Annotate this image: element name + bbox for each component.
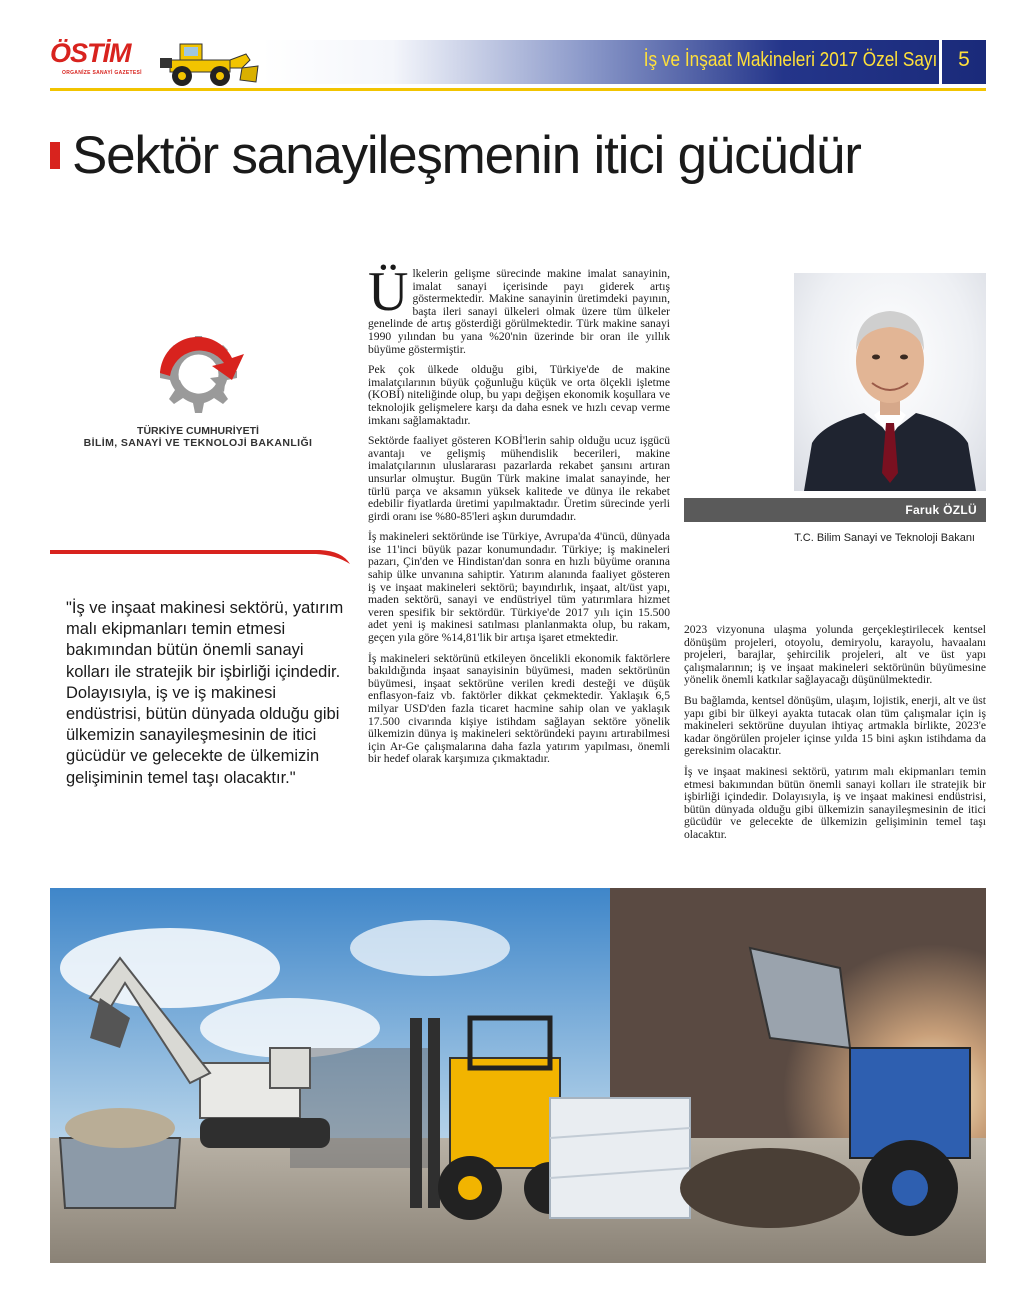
headline: Sektör sanayileşmenin itici gücüdür: [72, 126, 861, 185]
paragraph-1-text: lkelerin gelişme sürecinde makine imalat sanayinin, imalat sanayi içerisinde payı giderek artış göstermektedir. Makine sanayinin üretimdeki payının, başta ileri sanayi ülkeleri olmak üzere tüm ülkeler genelinde de artış gösterdiği görülmektedir. Türk makine sanayi 1990 yılından bu yana %20'nin üzerinde bir oran ile yıllık büyüme göstermiştir.: [368, 267, 670, 356]
ministry-line2: BİLİM, SANAYİ VE TEKNOLOJİ BAKANLIĞI: [83, 437, 313, 449]
minister-portrait: [794, 273, 986, 491]
portrait-name: Faruk ÖZLÜ: [905, 503, 977, 517]
machinery-collage: [50, 888, 986, 1263]
drop-cap: Ü: [368, 261, 409, 323]
paragraph-2: Pek çok ülkede olduğu gibi, Türkiye'de de makine imalatçılarının büyük çoğunluğu küçük ve orta ölçekli işletme (KOBİ) niteliğinde olup, bu yapı değişen ekonomik koşullara ve teknolojik gelişmelere karşı da daha esnek ve hızlı cevap verme imkanı sağlamaktadır.: [368, 363, 670, 427]
paragraph-8: İş ve inşaat makinesi sektörü, yatırım malı ekipmanları temin etmesi bakımından bütün önemli sanayi kolları ile stratejik bir işbirliği içindedir. Dolayısıyla, iş ve inşaat makinesi endüstrisi, bütün dünyada olduğu gibi ülkemizin sanayileşmesinin de itici gücüdür ve gelecekte de ülkemizin gelişiminin temel taşı olacaktır.: [684, 764, 986, 841]
ministry-name: [72, 425, 324, 449]
ostim-logo: [50, 38, 145, 84]
portrait-title: T.C. Bilim Sanayi ve Teknoloji Bakanı: [794, 532, 975, 544]
machinery-photo: [50, 888, 986, 1263]
quote-rule: [50, 548, 350, 566]
ministry-line1: TÜRKİYE CUMHURİYETİ: [137, 425, 259, 437]
logo-wordmark: ÖSTİM: [50, 38, 131, 68]
paragraph-6: 2023 vizyonuna ulaşma yolunda gerçekleştirilecek kentsel dönüşüm projeleri, otoyolu, demiryolu, karayolu, havaalanı projeleri, barajlar, şehircilik projeleri, alt ve üst yapı çalışmalarının; iş ve inşaat makineleri sektörünün büyümesine yönelik önemli katkılar sağlayacağı düşünülmektedir.: [684, 623, 986, 687]
header-rule: [50, 88, 986, 91]
pull-quote: "İş ve inşaat makinesi sektörü, yatırım malı ekipmanları temin etmesi bakımından bütün önemli sanayi kolları ile stratejik bir işbirliği içindedir. Dolayısıyla, iş ve iş makinesi endüstrisi, bütün dünyada olduğu gibi ülkemizin sanayileşmesinin de itici gücüdür ve gelecekte de ülkemizin gelişiminin temel taşı olacaktır.": [66, 599, 344, 787]
issue-title: İş ve İnşaat Makineleri 2017 Özel Sayı: [643, 49, 937, 71]
paragraph-3: Sektörde faaliyet gösteren KOBİ'lerin sahip olduğu ucuz işgücü avantajı ve gelişmiş mühendislik becerileri, makine imalatçılarının uluslararası pazarlarda rekabet şansını artıran unsurlar olmuştur. Bugün Türk makine imalat sanayinde, her türlü parça ve aksamın yüksek kalitede ve dünya ile rekabet edebilir fiyatlarda üretimi yapılmaktadır. Üretim sürecinde yerli girdi oranı ise %80-85'leri aşkın durumdadır.: [368, 434, 670, 523]
paragraph-4: İş makineleri sektöründe ise Türkiye, Avrupa'da 4'üncü, dünyada ise 11'inci büyük pazar konumundadır. Türkiye; iş makineleri pazarı, Çin'den ve Hindistan'dan sonra en hızlı büyüme oranına sahip ülke unvanına sahiptir. Yatırım alanında faaliyet gösteren iş ve inşaat makineleri sektörü; bayındırlık, inşaat, alt/üst yapı, maden sektörü, sanayi ve endüstriyel tüm yatırımlara hizmet veren spesifik bir sektördür. Türkiye'de 2017 yılı için 15.500 adet yeni iş makinesi satılması planlanmakta olup, bu rakam, geçen yıla göre %14,81'lik bir artışa işaret etmektedir.: [368, 530, 670, 645]
paragraph-5: İş makineleri sektörünü etkileyen öncelikli ekonomik faktörlere bakıldığında inşaat sanayisinin büyümesi, maden sektörünün büyümesi, inşaat sektörüne verilen kredi desteği ve düşük enflasyon-faiz vb. faktörler dikkat çekmektedir. Yaklaşık 6,5 milyar USD'den fazla ticaret hacmine sahip olan ve yaklaşık 17.500 civarında kişiye istihdam sağlayan sektöre yönelik ülkemizin dünya iş makineleri sektöründeki payını artırabilmesi için Ar-Ge çalışmalarına daha fazla yatırım yapılması, önemli bir hedef olarak karşımıza çıkmaktadır.: [368, 651, 670, 766]
logo-subtitle: ORGANİZE SANAYİ GAZETESİ: [62, 70, 142, 76]
paragraph-1: [368, 261, 670, 356]
portrait-figure: [794, 273, 986, 491]
wheel-loader-icon: [150, 38, 260, 88]
paragraph-7: Bu bağlamda, kentsel dönüşüm, ulaşım, lojistik, enerji, alt ve üst yapı gibi bir ülkeyi ayakta tutacak olan tüm çalışmalar için iş makineleri sektörüne duyulan ihtiyaç artmakla birlikte, 2023'e kadar öngörülen projeler içinse yılda 15 bini aşkın istihdama da gereksinim olacaktır.: [684, 693, 986, 758]
ministry-gear-icon: [140, 318, 250, 428]
page-number: 5: [958, 48, 970, 71]
headline-marker: [50, 142, 60, 169]
article-column-1: [368, 261, 670, 774]
article-column-2: [684, 624, 986, 850]
